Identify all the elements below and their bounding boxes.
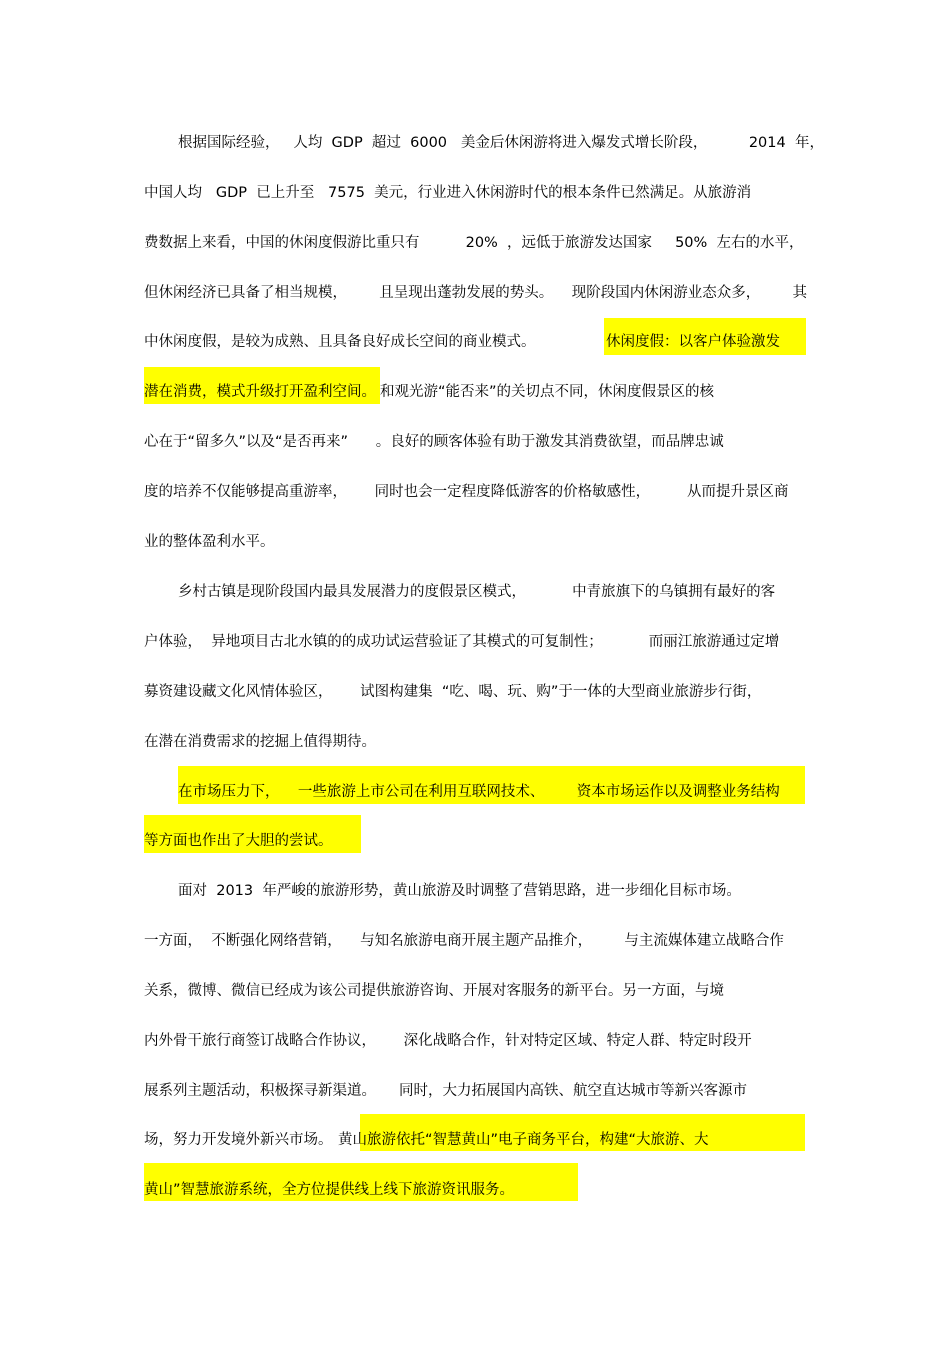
highlighted-text: 黄山”智慧旅游系统，全方位提供线上线下旅游资讯服务。	[144, 1182, 515, 1198]
text-line: 但休闲经济已具备了相当规模， 且呈现出蓬勃发展的势头。 现阶段国内休闲游业态众多， 其	[144, 285, 807, 301]
text-line: 和观光游“能否来”的关切点不同，休闲度假景区的核	[380, 384, 715, 400]
highlighted-text: 在市场压力下， 一些旅游上市公司在利用互联网技术、 资本市场运作以及调整业务结构	[178, 784, 780, 800]
text-line: 场，努力开发境外新兴市场。	[144, 1132, 333, 1148]
highlighted-text: 黄山旅游依托“智慧黄山”电子商务平台，构建“大旅游、大	[338, 1132, 709, 1148]
text-line: 户体验， 异地项目古北水镇的的成功试运营验证了其模式的可复制性； 而丽江旅游通过定增	[144, 634, 780, 650]
text-line: 中国人均 GDP 已上升至 7575 美元，行业进入休闲游时代的根本条件已然满足。从旅游消	[144, 185, 752, 201]
highlighted-text: 等方面也作出了大胆的尝试。	[144, 833, 333, 849]
text-line: 度的培养不仅能够提高重游率， 同时也会一定程度降低游客的价格敏感性， 从而提升景区商	[144, 484, 789, 500]
text-line: 关系，微博、微信已经成为该公司提供旅游咨询、开展对客服务的新平台。另一方面，与境	[144, 983, 724, 999]
text-line: 费数据上来看，中国的休闲度假游比重只有 20% ，远低于旅游发达国家 50% 左右的水平，	[144, 235, 804, 251]
text-line: 募资建设藏文化风情体验区， 试图构建集 “吃、喝、玩、购”于一体的大型商业旅游步行街，	[144, 684, 762, 700]
highlighted-text: 潜在消费，模式升级打开盈利空间。	[144, 384, 376, 400]
text-line: 面对 2013 年严峻的旅游形势，黄山旅游及时调整了营销思路，进一步细化目标市场。	[178, 883, 741, 899]
text-line: 在潜在消费需求的挖掘上值得期待。	[144, 734, 376, 750]
text-line: 乡村古镇是现阶段国内最具发展潜力的度假景区模式， 中青旅旗下的乌镇拥有最好的客	[178, 584, 776, 600]
text-line: 一方面， 不断强化网络营销， 与知名旅游电商开展主题产品推介， 与主流媒体建立战略合作	[144, 933, 784, 949]
text-line: 心在于“留多久”以及“是否再来” 。良好的顾客体验有助于激发其消费欲望，而品牌忠诚	[144, 434, 724, 450]
text-line: 业的整体盈利水平。	[144, 534, 275, 550]
text-line: 根据国际经验， 人均 GDP 超过 6000 美金后休闲游将进入爆发式增长阶段， 2014 年，	[178, 135, 824, 151]
text-line: 中休闲度假，是较为成熟、且具备良好成长空间的商业模式。	[144, 334, 536, 350]
text-line: 展系列主题活动，积极探寻新渠道。 同时，大力拓展国内高铁、航空直达城市等新兴客源市	[144, 1083, 748, 1099]
highlighted-text: 休闲度假：以客户体验激发	[606, 334, 780, 350]
text-line: 内外骨干旅行商签订战略合作协议， 深化战略合作，针对特定区域、特定人群、特定时段开	[144, 1033, 752, 1049]
